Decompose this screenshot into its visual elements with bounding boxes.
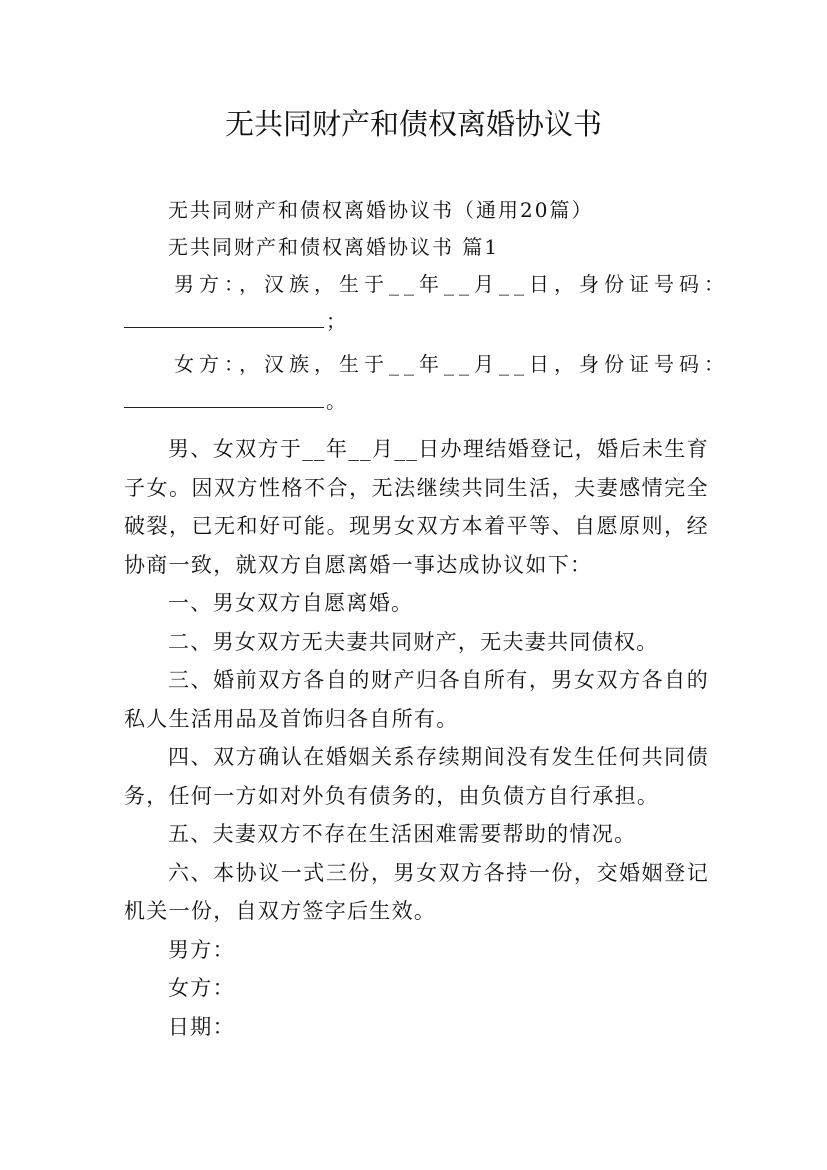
female-id-blank-line [124, 383, 709, 420]
clause-3: 三、婚前双方各自的财产归各自所有，男女双方各自的私人生活用品及首饰归各自所有。 [124, 668, 709, 731]
male-line-end: ； [326, 309, 348, 333]
intro-paragraph: 男、女双方于__年__月__日办理结婚登记，婚后未生育子女。因双方性格不合，无法继续共同生活，夫妻感情完全破裂，已无和好可能。现男女双方本着平等、自愿原则，经协商一致，就双方自愿离婚一事达成协议如下： [124, 437, 709, 577]
article-heading: 无共同财产和债权离婚协议书 篇1 [168, 235, 500, 259]
clause-1: 一、男女双方自愿离婚。 [168, 591, 414, 615]
clause-6: 六、本协议一式三份，男女双方各持一份，交婚姻登记机关一份，自双方签字后生效。 [124, 860, 709, 923]
document-subtitle: 无共同财产和债权离婚协议书（通用20篇） [168, 198, 594, 222]
document-title: 无共同财产和债权离婚协议书 [224, 107, 602, 141]
signature-date: 日期： [168, 1014, 235, 1039]
female-line-end: 。 [326, 389, 348, 413]
clause-4: 四、双方确认在婚姻关系存续期间没有发生任何共同债务，任何一方如对外负有债务的，由负债方自行承担。 [124, 745, 709, 808]
clause-5: 五、夫妻双方不存在生活困难需要帮助的情况。 [168, 822, 637, 846]
document-body [124, 192, 729, 1046]
signature-female: 女方： [168, 976, 235, 1000]
signature-male: 男方： [168, 937, 235, 962]
male-info-line: 男方：，汉族，生于__年__月__日，身份证号码： [174, 272, 729, 296]
female-info-line: 女方：，汉族，生于__年__月__日，身份证号码： [174, 352, 729, 376]
id-number-blank [124, 387, 324, 408]
male-id-blank-line [124, 303, 709, 340]
id-number-blank [124, 307, 324, 328]
clause-2: 二、男女双方无夫妻共同财产，无夫妻共同债权。 [168, 629, 659, 654]
